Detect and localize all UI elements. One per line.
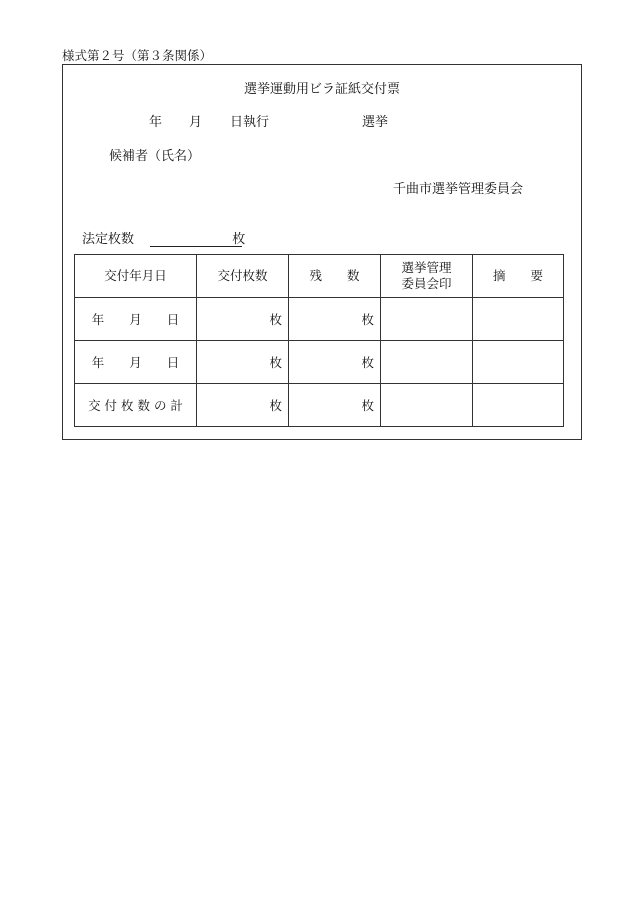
row-seal-cell: [381, 341, 473, 384]
legal-count-label: 法定枚数: [82, 232, 135, 247]
ticket-frame: [62, 64, 582, 440]
table-total-row: [75, 384, 564, 427]
issuance-table: [74, 254, 564, 427]
header-issue-date: 交付年月日: [75, 255, 197, 298]
header-remaining: 残 数: [289, 255, 381, 298]
row-remaining-cell: 枚: [289, 341, 381, 384]
document-title: 選挙運動用ビラ証紙交付票: [243, 82, 400, 97]
execution-day-label: 日執行: [230, 115, 270, 130]
legal-count-blank: [150, 232, 242, 247]
total-seal-cell: [381, 384, 473, 427]
row-date-cell: 年 月 日: [75, 298, 197, 341]
execution-month-label: 月: [189, 115, 203, 130]
header-seal-line-1: 選挙管理: [401, 260, 452, 275]
total-remarks-cell: [473, 384, 564, 427]
header-seal-line-2: 委員会印: [401, 276, 452, 291]
total-label-cell: 交 付 枚 数 の 計: [75, 384, 197, 427]
execution-year-label: 年: [149, 115, 163, 130]
legal-count-row: [82, 228, 245, 247]
row-issued-cell: 枚: [197, 298, 289, 341]
row-remaining-cell: 枚: [289, 298, 381, 341]
row-seal-cell: [381, 298, 473, 341]
row-issued-cell: 枚: [197, 341, 289, 384]
header-remarks: 摘 要: [473, 255, 564, 298]
row-remarks-cell: [473, 298, 564, 341]
row-remarks-cell: [473, 341, 564, 384]
election-label: 選挙: [362, 115, 389, 130]
table-row: [75, 341, 564, 384]
candidate-name-label: 候補者（氏名）: [109, 149, 201, 164]
form-number-label: 様式第２号（第３条関係）: [62, 48, 213, 63]
legal-count-unit: 枚: [232, 232, 246, 247]
total-remaining-cell: 枚: [289, 384, 381, 427]
table-header-row: [75, 255, 564, 298]
row-date-cell: 年 月 日: [75, 341, 197, 384]
table-row: [75, 298, 564, 341]
header-issued-count: 交付枚数: [197, 255, 289, 298]
committee-name: 千曲市選挙管理委員会: [392, 182, 523, 197]
header-committee-seal: [381, 255, 473, 298]
total-issued-cell: 枚: [197, 384, 289, 427]
